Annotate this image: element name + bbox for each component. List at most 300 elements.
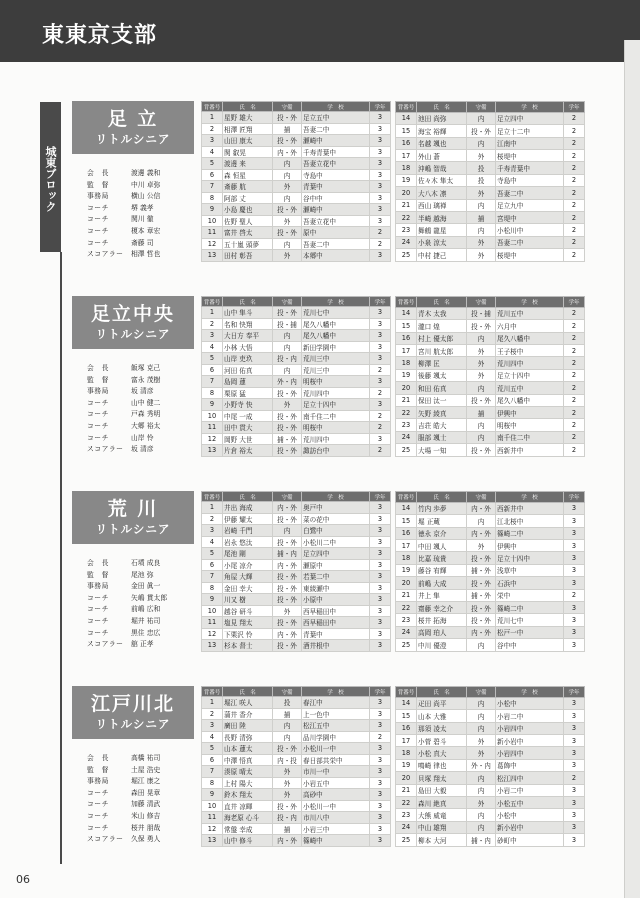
table-row xyxy=(202,812,391,824)
player-grade: 3 xyxy=(370,766,391,778)
table-row xyxy=(202,422,391,434)
player-school: 谷中中 xyxy=(496,639,564,651)
player-position: 内 xyxy=(467,199,496,211)
player-number: 13 xyxy=(202,640,223,652)
staff-role: 監 督 xyxy=(87,765,109,774)
player-position: 投・外 xyxy=(467,552,496,564)
table-row xyxy=(202,513,391,525)
player-position: 内 xyxy=(467,697,496,709)
player-name: 斎藤 航 xyxy=(223,181,273,193)
staff-name: 山中 健二 xyxy=(131,398,161,407)
table-row xyxy=(202,410,391,422)
table-row xyxy=(202,743,391,755)
table-row xyxy=(396,722,585,734)
player-number: 23 xyxy=(396,614,417,626)
player-number: 12 xyxy=(202,823,223,835)
player-school: 江北桜中 xyxy=(496,515,564,527)
player-name: 桜井 拓海 xyxy=(417,614,467,626)
player-school: 松江四中 xyxy=(496,772,564,784)
player-school: 西早稲田中 xyxy=(302,617,370,629)
table-row xyxy=(202,754,391,766)
player-school: 谷中中 xyxy=(302,192,370,204)
player-name: 島田 大毅 xyxy=(417,784,467,796)
player-school: 小岩五中 xyxy=(302,777,370,789)
staff-role: コーチ xyxy=(87,811,109,820)
table-row xyxy=(202,376,391,388)
column-header: 背番号 xyxy=(202,492,223,502)
column-header: 学年 xyxy=(564,297,585,308)
player-number: 1 xyxy=(202,307,223,319)
player-name: 小松 真大 xyxy=(417,747,467,759)
player-name: 大場 一知 xyxy=(417,444,467,456)
player-name: 柳本 大河 xyxy=(417,834,467,846)
player-grade: 3 xyxy=(370,628,391,640)
player-position: 内 xyxy=(467,112,496,124)
player-name: 疋田 尚平 xyxy=(417,697,467,709)
table-row xyxy=(396,224,585,236)
staff-name: 矢嶋 貫太郎 xyxy=(131,593,168,602)
column-header: 背番号 xyxy=(396,492,417,503)
player-position: 投・外 xyxy=(467,125,496,137)
player-position: 投・外 xyxy=(467,444,496,456)
staff-role: コーチ xyxy=(87,616,109,625)
player-number: 23 xyxy=(396,419,417,431)
player-name: 宮川 航太郎 xyxy=(417,344,467,356)
staff-row xyxy=(87,811,194,823)
player-school: 瀬崎中 xyxy=(302,204,370,216)
team-name-box xyxy=(72,491,194,544)
player-grade: 3 xyxy=(564,552,585,564)
table-row xyxy=(396,332,585,344)
player-number: 7 xyxy=(202,181,223,193)
staff-row xyxy=(87,593,194,605)
page-header xyxy=(0,0,640,62)
table-row xyxy=(202,215,391,227)
player-name: 杉本 督士 xyxy=(223,640,273,652)
player-position: 投・外 xyxy=(467,394,496,406)
table-row xyxy=(202,364,391,376)
player-position: 外 xyxy=(273,215,302,227)
player-position: 外 xyxy=(467,747,496,759)
player-position: 内・投 xyxy=(273,754,302,766)
staff-row xyxy=(87,444,194,456)
page-number: 06 xyxy=(16,873,30,886)
player-name: 廣田 陸 xyxy=(223,720,273,732)
player-position: 投・外 xyxy=(273,445,302,457)
staff-row xyxy=(87,203,194,215)
staff-row xyxy=(87,834,194,846)
table-row xyxy=(396,419,585,431)
player-position: 外 xyxy=(273,777,302,789)
staff-name: 黒住 忠広 xyxy=(131,628,161,637)
player-school: 荒川三中 xyxy=(302,364,370,376)
player-number: 22 xyxy=(396,211,417,223)
player-school: 新小岩中 xyxy=(496,821,564,833)
player-school: 浅草中 xyxy=(496,564,564,576)
player-number: 17 xyxy=(396,149,417,161)
player-school: 市川一中 xyxy=(302,766,370,778)
player-school: 西新井中 xyxy=(496,502,564,514)
player-position: 内 xyxy=(467,419,496,431)
table-row xyxy=(202,559,391,571)
table-row xyxy=(396,444,585,456)
player-school: 小岩二中 xyxy=(496,784,564,796)
table-row xyxy=(396,577,585,589)
player-number: 13 xyxy=(202,250,223,262)
player-school: 市川八中 xyxy=(302,812,370,824)
table-row xyxy=(202,502,391,514)
player-number: 20 xyxy=(396,382,417,394)
player-school: 青葉中 xyxy=(302,181,370,193)
player-school: 西早稲田中 xyxy=(302,605,370,617)
player-school: 桜堤中 xyxy=(496,149,564,161)
player-grade: 2 xyxy=(564,224,585,236)
table-row xyxy=(396,112,585,124)
staff-role: 監 督 xyxy=(87,180,109,189)
staff-role: コーチ xyxy=(87,398,109,407)
staff-name: 金田 眞一 xyxy=(131,582,161,591)
column-header: 背番号 xyxy=(202,297,223,307)
staff-role: 会 長 xyxy=(87,754,109,762)
player-name: 片倉 裕太 xyxy=(223,445,273,457)
table-row xyxy=(202,330,391,342)
player-position: 内 xyxy=(467,784,496,796)
staff-role: スコアラー xyxy=(87,250,124,259)
player-school: 吾妻立花中 xyxy=(302,158,370,170)
player-name: 栗原 猛 xyxy=(223,387,273,399)
staff-role: コーチ xyxy=(87,800,109,809)
team-subtitle: リトルシニア xyxy=(95,717,171,731)
column-header: 学年 xyxy=(564,492,585,503)
column-header: 学 校 xyxy=(496,102,564,113)
player-number: 6 xyxy=(202,364,223,376)
staff-row xyxy=(87,753,194,765)
player-school: 寺島中 xyxy=(302,169,370,181)
player-grade: 3 xyxy=(564,614,585,626)
player-position: 投・外 xyxy=(273,410,302,422)
player-grade: 2 xyxy=(370,731,391,743)
player-number: 3 xyxy=(202,720,223,732)
player-position: 外・内 xyxy=(467,759,496,771)
column-header: 学年 xyxy=(370,687,391,697)
player-position: 捕・外 xyxy=(467,589,496,601)
player-name: 池田 尚弥 xyxy=(417,112,467,124)
player-school: 荒川五中 xyxy=(496,382,564,394)
player-school: 小岩二中 xyxy=(496,710,564,722)
player-number: 1 xyxy=(202,697,223,709)
player-position: 投・外 xyxy=(273,594,302,606)
player-school: 荒川四中 xyxy=(496,357,564,369)
player-name: 鳴崎 律也 xyxy=(417,759,467,771)
staff-row xyxy=(87,765,194,777)
player-grade: 3 xyxy=(370,204,391,216)
column-header: 氏 名 xyxy=(417,102,467,113)
player-name: 柳澤 匡 xyxy=(417,357,467,369)
player-name: 森 恒星 xyxy=(223,169,273,181)
player-number: 1 xyxy=(202,112,223,124)
player-grade: 2 xyxy=(564,320,585,332)
player-number: 23 xyxy=(396,224,417,236)
player-position: 内 xyxy=(467,332,496,344)
player-position: 投・外 xyxy=(467,614,496,626)
player-number: 4 xyxy=(202,341,223,353)
player-school: 小松川二中 xyxy=(302,536,370,548)
staff-name: 坂 清彦 xyxy=(131,445,154,454)
player-grade: 3 xyxy=(370,215,391,227)
player-name: 齋藤 幸之介 xyxy=(417,601,467,613)
player-number: 10 xyxy=(202,410,223,422)
table-row xyxy=(202,250,391,262)
player-name: 後藤 颯太 xyxy=(417,369,467,381)
player-name: 森川 絶真 xyxy=(417,796,467,808)
player-position: 投・外 xyxy=(273,204,302,216)
player-name: 上村 陽大 xyxy=(223,777,273,789)
player-name: 青木 太我 xyxy=(417,307,467,319)
staff-role: スコアラー xyxy=(87,640,124,649)
player-number: 16 xyxy=(396,332,417,344)
column-header: 背番号 xyxy=(396,687,417,698)
player-school: 足立四中 xyxy=(302,548,370,560)
player-number: 7 xyxy=(202,571,223,583)
staff-role: 事務局 xyxy=(87,387,109,396)
player-name: 鈴木 翔太 xyxy=(223,789,273,801)
column-header: 氏 名 xyxy=(223,687,273,697)
staff-name: 中川 卓弥 xyxy=(131,180,161,189)
table-row xyxy=(396,552,585,564)
player-name: 中川 優澄 xyxy=(417,639,467,651)
player-position: 捕・内 xyxy=(467,834,496,846)
player-grade: 3 xyxy=(370,513,391,525)
player-school: 小岩四中 xyxy=(496,722,564,734)
player-school: 足立四中 xyxy=(496,112,564,124)
table-row xyxy=(396,784,585,796)
player-number: 9 xyxy=(202,789,223,801)
player-school: 諏訪台中 xyxy=(302,445,370,457)
table-row xyxy=(202,181,391,193)
table-row xyxy=(396,249,585,261)
player-school: 新小岩中 xyxy=(496,734,564,746)
staff-role: コーチ xyxy=(87,410,109,419)
player-school: 江南中 xyxy=(496,137,564,149)
player-name: 竹内 歩夢 xyxy=(417,502,467,514)
player-position: 投・内 xyxy=(273,812,302,824)
player-school: 千寿青葉中 xyxy=(496,162,564,174)
staff-role: 監 督 xyxy=(87,570,109,579)
staff-row xyxy=(87,168,194,180)
table-row xyxy=(202,789,391,801)
player-position: 捕・外 xyxy=(273,433,302,445)
player-name: 和田 佑真 xyxy=(417,382,467,394)
player-grade: 3 xyxy=(370,812,391,824)
player-number: 12 xyxy=(202,433,223,445)
player-name: 半崎 越海 xyxy=(417,211,467,223)
player-position: 捕・外 xyxy=(467,564,496,576)
player-grade: 3 xyxy=(370,720,391,732)
table-row xyxy=(396,710,585,722)
player-school: 若葉二中 xyxy=(302,571,370,583)
table-row xyxy=(202,307,391,319)
player-number: 13 xyxy=(202,835,223,847)
player-school: 砂町中 xyxy=(496,834,564,846)
player-grade: 3 xyxy=(370,617,391,629)
team-info xyxy=(72,491,194,651)
player-grade: 2 xyxy=(370,238,391,250)
player-position: 投・外 xyxy=(273,800,302,812)
player-position: 外 xyxy=(467,796,496,808)
player-name: 阿部 丈 xyxy=(223,192,273,204)
column-header: 背番号 xyxy=(202,102,223,112)
player-name: 中尾 一成 xyxy=(223,410,273,422)
player-school: 南千住二中 xyxy=(496,431,564,443)
player-number: 13 xyxy=(202,445,223,457)
player-position: 内 xyxy=(273,525,302,537)
player-school: 寺島中 xyxy=(496,174,564,186)
player-number: 15 xyxy=(396,710,417,722)
player-position: 投・外 xyxy=(273,307,302,319)
player-name: 名和 快翔 xyxy=(223,318,273,330)
player-school: 白鷺中 xyxy=(302,525,370,537)
player-grade: 3 xyxy=(370,135,391,147)
player-school: 荒川七中 xyxy=(302,307,370,319)
player-number: 2 xyxy=(202,708,223,720)
staff-name: 相澤 哲也 xyxy=(131,250,161,259)
player-grade: 3 xyxy=(564,639,585,651)
player-number: 1 xyxy=(202,502,223,514)
player-grade: 2 xyxy=(370,410,391,422)
player-grade: 3 xyxy=(370,800,391,812)
player-grade: 2 xyxy=(564,444,585,456)
player-number: 20 xyxy=(396,577,417,589)
player-name: 中村 捷己 xyxy=(417,249,467,261)
player-position: 内 xyxy=(273,238,302,250)
player-position: 捕 xyxy=(467,406,496,418)
player-school: 小松川中 xyxy=(496,224,564,236)
player-school: 菜の花中 xyxy=(302,513,370,525)
player-name: 岩崎 千門 xyxy=(223,525,273,537)
team-name-box xyxy=(72,296,194,349)
player-number: 19 xyxy=(396,174,417,186)
player-number: 9 xyxy=(202,204,223,216)
roster-table-right xyxy=(395,296,585,457)
player-school: 吾妻二中 xyxy=(496,187,564,199)
player-position: 投・外 xyxy=(467,320,496,332)
table-row xyxy=(202,123,391,135)
player-school: 足立十四中 xyxy=(496,369,564,381)
player-school: 小松川一中 xyxy=(302,800,370,812)
table-row xyxy=(202,777,391,789)
table-row xyxy=(396,539,585,551)
staff-role: コーチ xyxy=(87,593,109,602)
table-row xyxy=(202,433,391,445)
player-grade: 2 xyxy=(564,249,585,261)
staff-name: 前嶋 広和 xyxy=(131,605,161,614)
player-name: 岩永 悠汰 xyxy=(223,536,273,548)
table-row xyxy=(202,594,391,606)
player-grade: 3 xyxy=(370,112,391,124)
player-name: 下栗沢 怜 xyxy=(223,628,273,640)
player-position: 内 xyxy=(467,137,496,149)
player-number: 21 xyxy=(396,589,417,601)
player-school: 宮堤中 xyxy=(496,211,564,223)
player-position: 内 xyxy=(467,722,496,734)
player-name: 越谷 研斗 xyxy=(223,605,273,617)
table-row xyxy=(396,149,585,161)
staff-name: 加藤 清武 xyxy=(131,800,161,809)
player-name: 徳永 京介 xyxy=(417,527,467,539)
player-school: 明桜中 xyxy=(302,422,370,434)
player-name: 富井 啓太 xyxy=(223,227,273,239)
staff-row xyxy=(87,558,194,570)
player-grade: 2 xyxy=(564,211,585,223)
player-number: 19 xyxy=(396,564,417,576)
staff-name: 桜井 朋哉 xyxy=(131,823,161,832)
player-number: 24 xyxy=(396,236,417,248)
table-row xyxy=(202,158,391,170)
player-school: 吾妻二中 xyxy=(302,123,370,135)
staff-role: 事務局 xyxy=(87,582,109,591)
player-grade: 2 xyxy=(370,445,391,457)
table-row xyxy=(202,227,391,239)
player-name: 五十嵐 頭夢 xyxy=(223,238,273,250)
team-info xyxy=(72,101,194,261)
player-name: 直井 凉暉 xyxy=(223,800,273,812)
table-row xyxy=(202,582,391,594)
player-grade: 3 xyxy=(370,754,391,766)
player-grade: 3 xyxy=(370,605,391,617)
player-grade: 2 xyxy=(564,394,585,406)
player-school: 石浜中 xyxy=(496,577,564,589)
player-number: 19 xyxy=(396,759,417,771)
player-number: 5 xyxy=(202,743,223,755)
player-position: 投・外 xyxy=(273,536,302,548)
player-position: 投・外 xyxy=(273,640,302,652)
staff-row xyxy=(87,386,194,398)
player-number: 25 xyxy=(396,444,417,456)
table-row xyxy=(202,387,391,399)
column-header: 学 校 xyxy=(496,687,564,698)
player-school: 松江五中 xyxy=(302,720,370,732)
player-position: 外 xyxy=(273,399,302,411)
player-number: 2 xyxy=(202,513,223,525)
table-row xyxy=(202,835,391,847)
player-name: 矢野 綾真 xyxy=(417,406,467,418)
player-number: 5 xyxy=(202,353,223,365)
table-row xyxy=(396,589,585,601)
staff-name: 榎本 章宏 xyxy=(131,226,161,235)
player-number: 25 xyxy=(396,834,417,846)
player-grade: 3 xyxy=(564,502,585,514)
player-number: 14 xyxy=(396,697,417,709)
player-school: 小原中 xyxy=(302,594,370,606)
player-position: 外 xyxy=(467,344,496,356)
roster-table-left xyxy=(201,686,391,847)
player-position: 内 xyxy=(273,731,302,743)
player-name: 蒲井 香介 xyxy=(223,708,273,720)
player-grade: 2 xyxy=(564,174,585,186)
column-header: 氏 名 xyxy=(223,492,273,502)
column-header: 背番号 xyxy=(396,102,417,113)
staff-row xyxy=(87,788,194,800)
table-row xyxy=(202,525,391,537)
table-row xyxy=(202,697,391,709)
player-name: 大日方 奉平 xyxy=(223,330,273,342)
staff-row xyxy=(87,191,194,203)
player-name: 相澤 匠翔 xyxy=(223,123,273,135)
player-grade: 3 xyxy=(564,564,585,576)
player-number: 15 xyxy=(396,515,417,527)
column-header: 背番号 xyxy=(396,297,417,308)
player-school: 松戸一中 xyxy=(496,626,564,638)
